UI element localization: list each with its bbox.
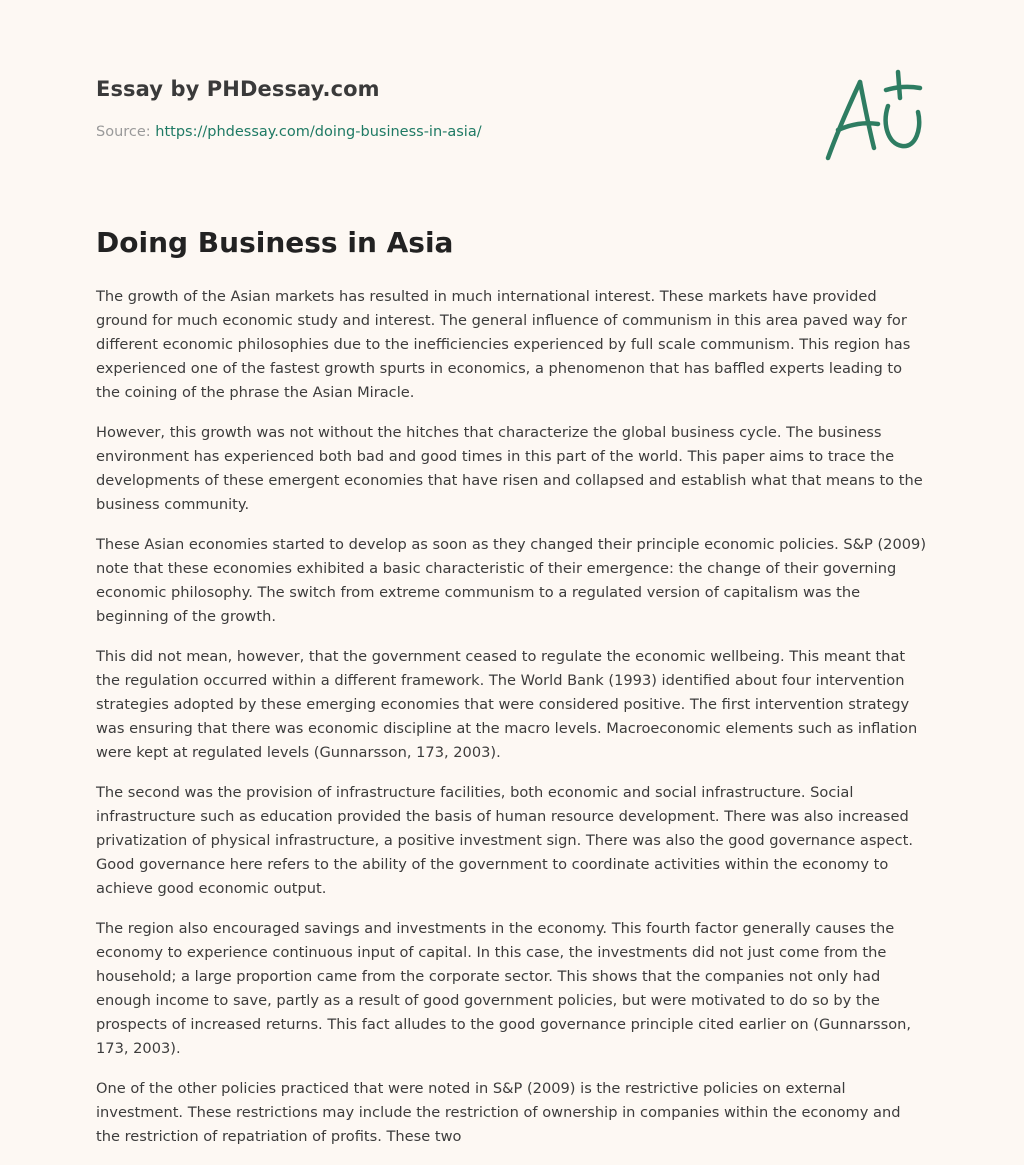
a-plus-logo-icon [824, 68, 928, 164]
essay-paragraph: This did not mean, however, that the government ceased to regulate the economic wellbeing. This meant that the regulation occurred within a different framework. The World Bank (1993) identified about four intervention strategies adopted by these emerging economies that were considered positive. The first intervention strategy was ensuring that there was economic discipline at the macro levels. Macroeconomic elements such as inflation were kept at regulated levels (Gunnarsson, 173, 2003). [96, 648, 918, 761]
essay-paragraph: One of the other policies practiced that were noted in S&P (2009) is the restrictive policies on external investment. These restrictions may include the restriction of ownership in companies within the economy and the restriction of repatriation of profits. These two [96, 1080, 901, 1145]
essay-paragraph: However, this growth was not without the hitches that characterize the global business cycle. The business environment has experienced both bad and good times in this part of the world. This paper aims to trace the developments of these emergent economies that have risen and collapsed and establish what that means to the business community. [96, 424, 923, 513]
essay-title: Doing Business in Asia [96, 226, 454, 259]
source-label: Source: [96, 124, 156, 140]
source-line [96, 124, 482, 140]
essay-paragraph: The region also encouraged savings and investments in the economy. This fourth factor generally causes the economy to experience continuous input of capital. In this case, the investments did not just come from the household; a large proportion came from the corporate sector. This shows that the companies not only had enough income to save, partly as a result of good government policies, but were motivated to do so by the prospects of increased returns. This fact alludes to the good governance principle cited earlier on (Gunnarsson, 173, 2003). [96, 920, 912, 1057]
essay-paragraph: The second was the provision of infrastructure facilities, both economic and social infrastructure. Social infrastructure such as education provided the basis of human resource development. There was also increased privatization of physical infrastructure, a positive investment sign. There was also the good governance aspect. Good governance here refers to the ability of the government to coordinate activities within the economy to achieve good economic output. [96, 784, 914, 897]
site-brand: Essay by PHDessay.com [96, 77, 380, 101]
source-link[interactable]: https://phdessay.com/doing-business-in-asia/ [155, 124, 482, 140]
essay-paragraph: These Asian economies started to develop as soon as they changed their principle economic policies. S&P (2009) note that these economies exhibited a basic characteristic of their emergence: the change of their governing economic philosophy. The switch from extreme communism to a regulated version of capitalism was the beginning of the growth. [96, 536, 927, 625]
essay-paragraph: The growth of the Asian markets has resulted in much international interest. These markets have provided ground for much economic study and interest. The general influence of communism in this area paved way for different economic philosophies due to the inefficiencies experienced by full scale communism. This region has experienced one of the fastest growth spurts in economics, a phenomenon that has baffled experts leading to the coining of the phrase the Asian Miracle. [96, 288, 911, 401]
essay-body [96, 285, 928, 1165]
